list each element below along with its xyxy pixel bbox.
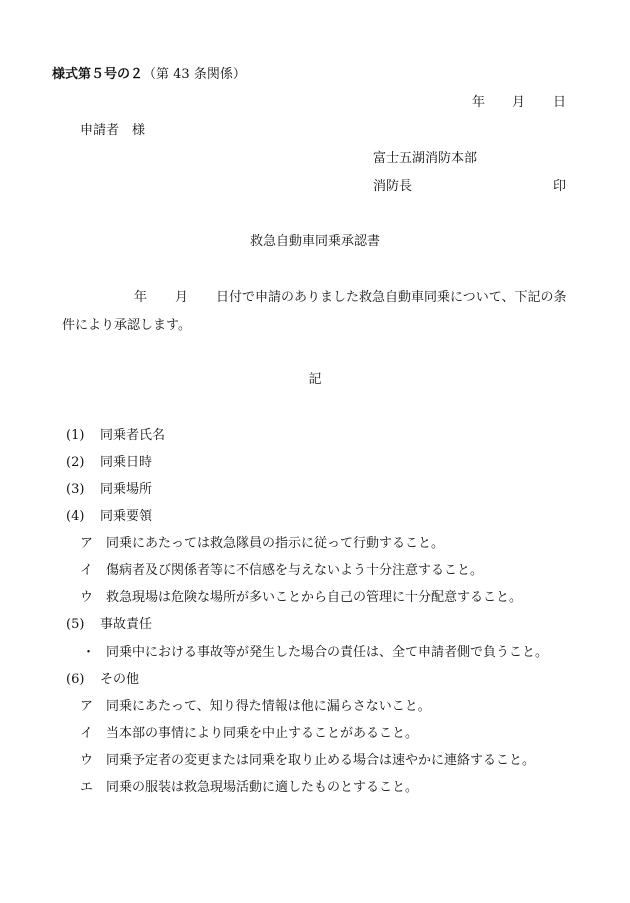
sub-mark: ウ <box>80 753 94 768</box>
sub-text: 同乗の服装は救急現場活動に適したものとすること。 <box>106 780 419 795</box>
sub-text: 同乗中における事故等が発生した場合の責任は、全て申請者側で負うこと。 <box>106 645 549 660</box>
seal-mark: 印 <box>553 179 567 194</box>
sub-text: 救急現場は危険な場所が多いことから自己の管理に十分配意すること。 <box>106 590 523 605</box>
sub-mark: イ <box>80 726 94 741</box>
sub-text: 同乗にあたっては救急隊員の指示に従って行動すること。 <box>106 536 445 551</box>
body-year: 年 <box>134 290 148 305</box>
document-title: 救急自動車同乗承認書 <box>249 234 380 249</box>
sub-mark: ・ <box>82 645 96 660</box>
body-line-1: 日付で申請のありました救急自動車同乗について、下記の条 <box>216 290 567 305</box>
sub-text: 当本部の事情により同乗を中止することがあること。 <box>106 726 419 741</box>
sub-mark: ウ <box>80 590 94 605</box>
sub-text: 同乗予定者の変更または同乗を取り止める場合は速やかに連絡すること。 <box>106 753 536 768</box>
date-month: 月 <box>512 95 526 110</box>
item-number: (2) <box>66 455 85 470</box>
date-day: 日 <box>553 95 567 110</box>
item-label: 同乗日時 <box>100 455 153 470</box>
sub-mark: ア <box>80 536 94 551</box>
issuer-chief: 消防長 <box>373 179 413 194</box>
item-label: 同乗要領 <box>100 509 153 524</box>
ki-heading: 記 <box>308 372 322 387</box>
item-number: (3) <box>66 482 85 497</box>
sub-mark: エ <box>80 780 94 795</box>
date-year: 年 <box>472 95 486 110</box>
item-label: 同乗者氏名 <box>100 428 166 443</box>
addressee: 申請者 様 <box>80 123 146 138</box>
sub-text: 同乗にあたって、知り得た情報は他に漏らさないこと。 <box>106 699 431 714</box>
body-month: 月 <box>175 290 189 305</box>
body-line-2: 件により承認します。 <box>62 318 191 333</box>
item-label: その他 <box>100 672 140 687</box>
form-number: 様式第５号の２ <box>52 67 144 82</box>
item-number: (6) <box>66 672 85 687</box>
item-label: 同乗場所 <box>100 482 153 497</box>
form-article-ref: （第 43 条関係） <box>143 67 246 82</box>
sub-text: 傷病者及び関係者等に不信感を与えないよう十分注意すること。 <box>106 563 484 578</box>
sub-mark: ア <box>80 699 94 714</box>
form-label <box>52 66 246 84</box>
item-label: 事故責任 <box>100 617 153 632</box>
item-number: (5) <box>66 617 85 632</box>
item-number: (4) <box>66 509 85 524</box>
item-number: (1) <box>66 428 85 443</box>
issuer-org: 富士五湖消防本部 <box>373 151 478 166</box>
sub-mark: イ <box>80 563 94 578</box>
